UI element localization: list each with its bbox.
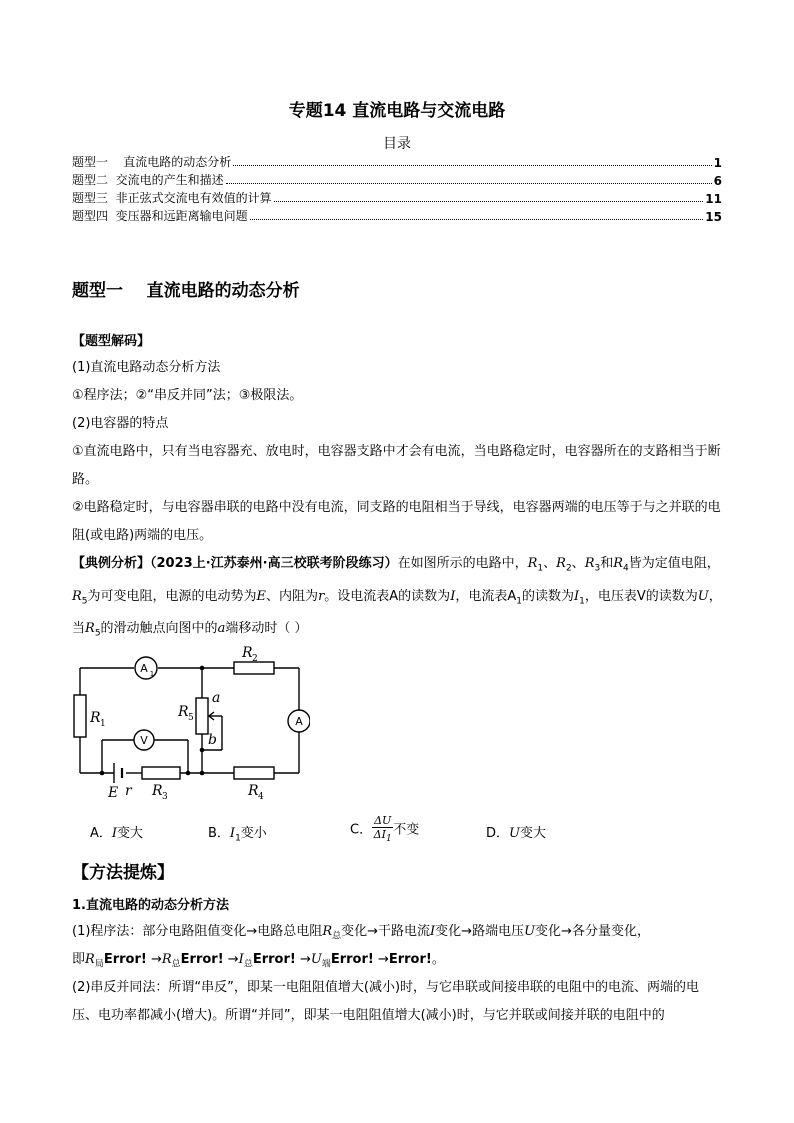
example-text: ，电压表V的读数为 [584, 588, 698, 604]
method-sub: 总 [171, 959, 181, 970]
r1-label: R [90, 710, 101, 726]
example-text: 的滑动触点向图中的 [100, 621, 218, 637]
r4-label: R [248, 783, 259, 799]
r3-label: R [152, 783, 163, 799]
example-text: 在如图所示的电路中， [397, 556, 528, 571]
error-text: Error! [252, 952, 296, 967]
method-heading: 【方法提炼】 [72, 863, 174, 883]
choice-b-prefix: B． [208, 826, 230, 841]
table-of-contents [72, 152, 722, 224]
toc-leader [274, 201, 704, 202]
ammeter-a-label: A [295, 715, 303, 728]
toc-title: 目录 [383, 136, 411, 152]
point-b-label: b [208, 732, 217, 748]
toc-entry-page: 11 [705, 192, 722, 206]
error-text: Error! [330, 952, 374, 967]
toc-entry[interactable] [72, 152, 722, 170]
circuit-diagram [70, 640, 310, 805]
choice-c[interactable] [350, 814, 419, 846]
section-heading: 题型一 直流电路的动态分析 [72, 281, 300, 301]
toc-entry-label: 题型二 交流电的产生和描述 [72, 173, 224, 187]
fraction-numerator: ΔU [374, 814, 392, 827]
fraction-denominator-sub: 1 [385, 834, 392, 845]
r3-sub: 3 [162, 792, 168, 802]
method-text: 变化→各分量变化， [535, 924, 650, 939]
toc-entry[interactable] [72, 206, 722, 224]
method-sub: 局 [94, 959, 104, 970]
decode-heading: 【题型解码】 [72, 334, 151, 349]
toc-entry[interactable] [72, 170, 722, 188]
example-text: 皆为定值电阻， [628, 556, 720, 571]
method-var: R [85, 952, 95, 967]
method-sub: 端 [321, 959, 331, 970]
choice-b[interactable] [208, 822, 267, 844]
r5-sub: 5 [188, 713, 194, 723]
example-text: 的读数为 [521, 588, 574, 604]
fraction [372, 814, 393, 846]
choice-c-prefix: C． [350, 822, 373, 838]
method-paragraph-1: (1)程序法：部分电路阻值变化→电路总电阻$R_总$变化→干路电流I变化→路端电压U变化→各分量变化， [72, 924, 650, 942]
example-text: 、内阻为 [266, 588, 319, 604]
toc-entry-page: 1 [713, 156, 722, 170]
error-text: Error! [388, 952, 432, 967]
internal-resistance-label: r [125, 783, 132, 799]
toc-entry-page: 6 [713, 174, 722, 188]
r5-label: R [178, 704, 189, 720]
toc-entry-label: 题型一 直流电路的动态分析 [72, 155, 232, 169]
ammeter-a1-sub: 1 [149, 670, 155, 678]
choice-a-var: I [111, 826, 118, 841]
example-text: 端移动时（ ） [225, 621, 308, 637]
example-source: （2023上·江苏泰州·高三校联考阶段练习） [150, 556, 398, 571]
method-sub: 总 [243, 959, 253, 970]
paragraph: ②电路稳定时，与电容器串联的电路中没有电流，同支路的电阻相当于导线，电容器两端的电压等于与之并联的电阻(或电路)两端的电压。 [72, 500, 721, 543]
r2-sub: 2 [252, 654, 258, 664]
choice-d-text: 变大 [519, 826, 546, 841]
ammeter-a1-label: A [140, 662, 148, 675]
toc-leader [233, 165, 711, 166]
toc-leader [250, 219, 704, 220]
choice-d-var: U [509, 826, 520, 841]
method-text: 即 [72, 952, 86, 967]
toc-entry-label: 题型四 变压器和远距离输电问题 [72, 209, 248, 223]
example-text: 为可变电阻，电源的电动势为 [87, 588, 257, 604]
choice-b-text: 变小 [240, 826, 267, 841]
paragraph: ①程序法；②“串反并同”法；③极限法。 [72, 388, 303, 403]
point-a-label: a [212, 690, 221, 706]
paragraph: ①直流电路中，只有当电容器充、放电时，电容器支路中才会有电流，当电路稳定时，电容器所在的支路相当于断路。 [72, 444, 721, 487]
choice-d[interactable] [486, 822, 546, 841]
choice-a-text: 变大 [117, 826, 144, 841]
choice-b-sub: 1 [235, 833, 241, 844]
document-title: 专题14 直流电路与交流电路 [288, 101, 506, 121]
fraction-denominator: ΔI [373, 828, 386, 841]
toc-entry[interactable] [72, 188, 722, 206]
example-text: ，当 [72, 588, 722, 637]
example-text: 。设电流表A的读数为 [324, 588, 451, 604]
emf-label: E [108, 785, 119, 801]
example-paragraph: 【典例分析】（2023上·江苏泰州·高三校联考阶段练习）在如图所示的电路中，$R_1$、$R_2$、$R_3$和$R_4$皆为定值电阻，$R_5$为可变电阻，电源的电动势为E、内阻为r。设电流表A的读数为I，电流表$A_1$的读数为$I_1$，电压表V的读数为U，当$R_5$的滑动触点向图中的a端移动时（ ） [72, 556, 722, 639]
r4-sub: 4 [258, 792, 264, 802]
toc-leader [226, 183, 712, 184]
paragraph: (1)直流电路动态分析方法 [72, 360, 221, 375]
choice-a-prefix: A． [90, 826, 112, 841]
r2-label: R [242, 645, 253, 661]
choice-b-var: I [229, 826, 236, 841]
method-paragraph-2: 即$R_局Error$! $\to R_总Error$! $\to I_总Error$! $\to U_端Error$! →Error!。 [72, 952, 445, 970]
voltmeter-label: V [140, 734, 148, 747]
answer-choices [90, 814, 690, 850]
r1-sub: 1 [100, 719, 106, 729]
toc-entry-page: 15 [705, 210, 722, 224]
example-label: 【典例分析】 [72, 556, 151, 571]
method-text: (1)程序法：部分电路阻值变化→电路总电阻 [72, 924, 323, 939]
choice-c-text: 不变 [393, 822, 420, 838]
paragraph: (2)电容器的特点 [72, 416, 169, 431]
example-text: ，电流表A [455, 588, 517, 604]
error-text: Error! [103, 952, 147, 967]
toc-entry-label: 题型三 非正弦式交流电有效值的计算 [72, 191, 272, 205]
choice-a[interactable] [90, 822, 143, 841]
method-paragraph-3: (2)串反并同法：所谓“串反”，即某一电阻阻值增大(减小)时，与它串联或间接串联的电阻中的电流、两端的电压、电功率都减小(增大)。所谓“并同”，即某一电阻阻值增大(减小)时，与它并联或间接并联的电阻中的 [72, 980, 700, 1023]
method-subheading: 1.直流电路的动态分析方法 [72, 898, 229, 913]
error-text: Error! [180, 952, 224, 967]
choice-d-prefix: D． [486, 826, 510, 841]
method-text: 变化→干路电流 [341, 924, 431, 939]
method-text: 变化→路端电压 [435, 924, 525, 939]
